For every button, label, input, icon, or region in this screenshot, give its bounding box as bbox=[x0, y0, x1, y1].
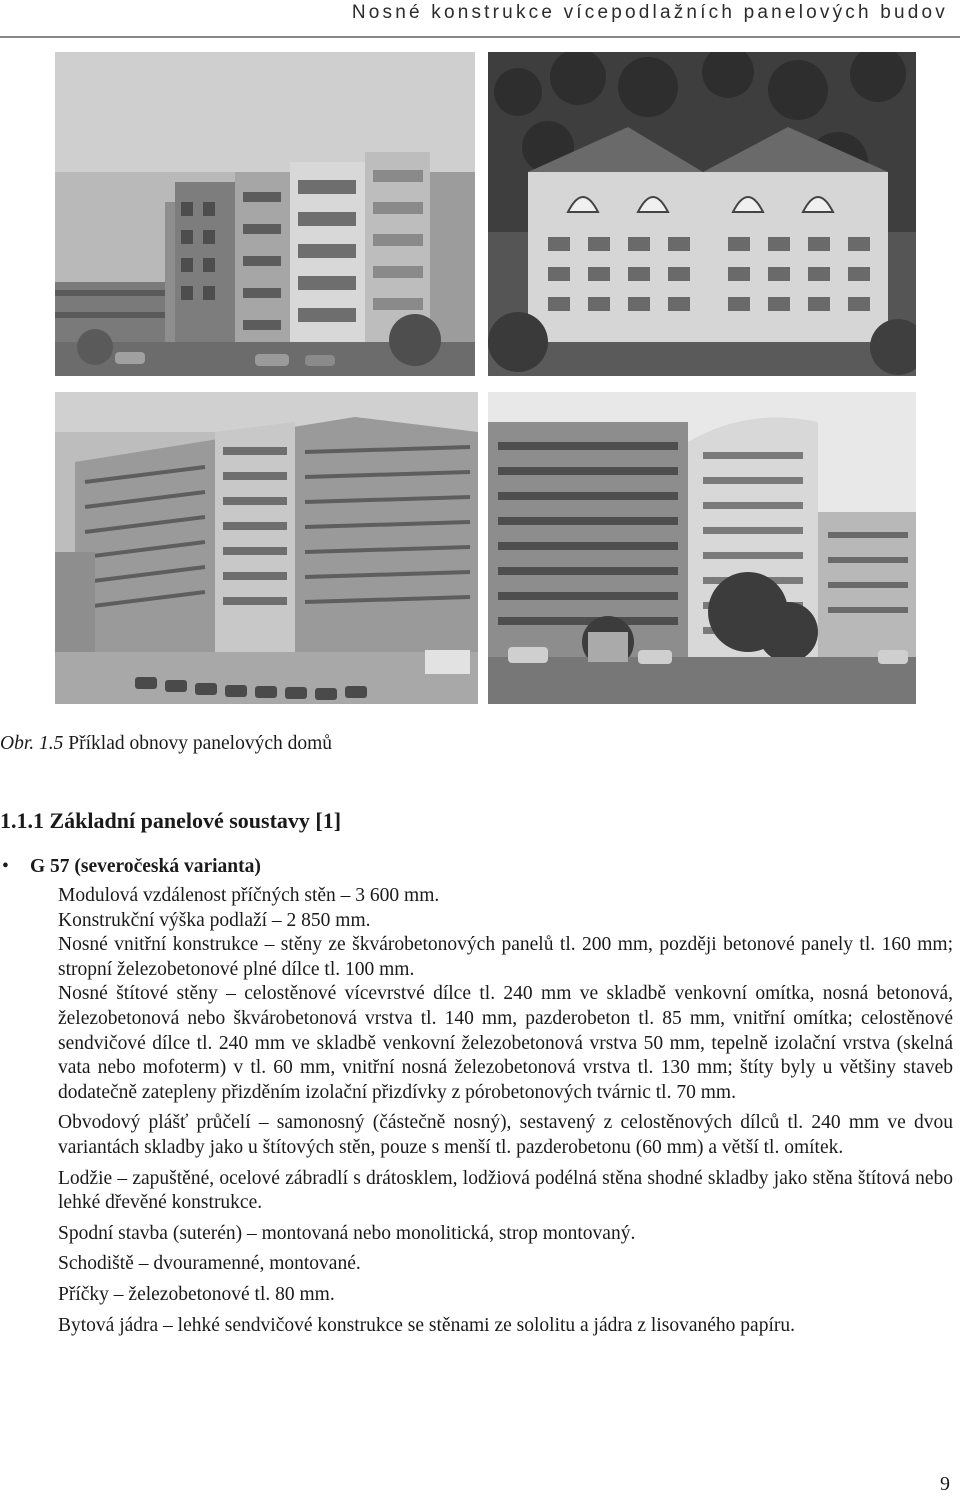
bullet-marker: • bbox=[2, 856, 9, 877]
figure-caption-text: Příklad obnovy panelových domů bbox=[68, 733, 333, 754]
paragraph-loggias: Lodžie – zapuštěné, ocelové zábradlí s drátosklem, lodžiová podélná stěna shodné skladby jako stěna štítová nebo lehké dřevěné konstrukce. bbox=[58, 1167, 953, 1214]
body-text bbox=[58, 884, 953, 1338]
section-heading: 1.1.1 Základní panelové soustavy [1] bbox=[0, 808, 342, 833]
page-number: 9 bbox=[940, 1473, 950, 1495]
photo-renovated-buildings-3 bbox=[55, 392, 478, 704]
bullet-title: G 57 (severočeská varianta) bbox=[30, 856, 261, 877]
running-header bbox=[0, 0, 960, 40]
paragraph-module-distance: Modulová vzdálenost příčných stěn – 3 600 mm. bbox=[58, 885, 440, 906]
paragraph-partitions: Příčky – železobetonové tl. 80 mm. bbox=[58, 1283, 335, 1305]
photo-renovated-buildings-2 bbox=[488, 52, 916, 376]
figure-caption bbox=[0, 733, 332, 755]
header-rule bbox=[0, 36, 960, 38]
paragraph-gable-walls: Nosné štítové stěny – celostěnové vícevrstvé dílce tl. 240 mm ve skladbě venkovní omítka, nosná betonová, železobetonová nebo škvárobetonová vrstva tl. 140 mm, pazderobeton tl. 85 mm, vnitřní omítka; celostěnové sendvičové dílce tl. 240 mm ve skladbě venkovní železobetonová vrstva 50 mm, tepelně izolační vrstva (skelná vata nebo mofoterm) v tl. 60 mm, vnitřní nosná železobetonová vrstva tl. 130 mm; štíty byly u většiny staveb dodatečně zatepleny přizděním izolační přizdívky z pórobetonových tvárnic tl. 70 mm. bbox=[58, 983, 953, 1103]
photo-renovated-buildings-1 bbox=[55, 52, 475, 376]
paragraph-facade-cladding: Obvodový plášť průčelí – samonosný (částečně nosný), sestavený z celostěnových dílců tl. 240 mm ve dvou variantách skladby jako u štítových stěn, pouze s menší tl. pazderobetonu (60 mm) a větší tl. omítek. bbox=[58, 1112, 953, 1158]
paragraph-substructure: Spodní stavba (suterén) – montovaná nebo monolitická, strop montovaný. bbox=[58, 1222, 636, 1244]
bullet-title-line bbox=[0, 856, 261, 878]
paragraph-staircase: Schodiště – dvouramenné, montované. bbox=[58, 1253, 361, 1275]
paragraph-storey-height: Konstrukční výška podlaží – 2 850 mm. bbox=[58, 909, 371, 931]
paragraph-bathroom-cores: Bytová jádra – lehké sendvičové konstrukce se stěnami ze sololitu a jádra z lisovaného papíru. bbox=[58, 1314, 795, 1336]
running-title: Nosné konstrukce vícepodlažních panelových budov bbox=[351, 2, 948, 23]
figure-caption-label: Obr. 1.5 bbox=[0, 733, 64, 754]
photo-renovated-buildings-4 bbox=[488, 392, 916, 704]
paragraph-internal-structures: Nosné vnitřní konstrukce – stěny ze škvárobetonových panelů tl. 200 mm, později betonové panely tl. 160 mm; stropní železobetonové plné dílce tl. 100 mm. bbox=[58, 934, 953, 980]
